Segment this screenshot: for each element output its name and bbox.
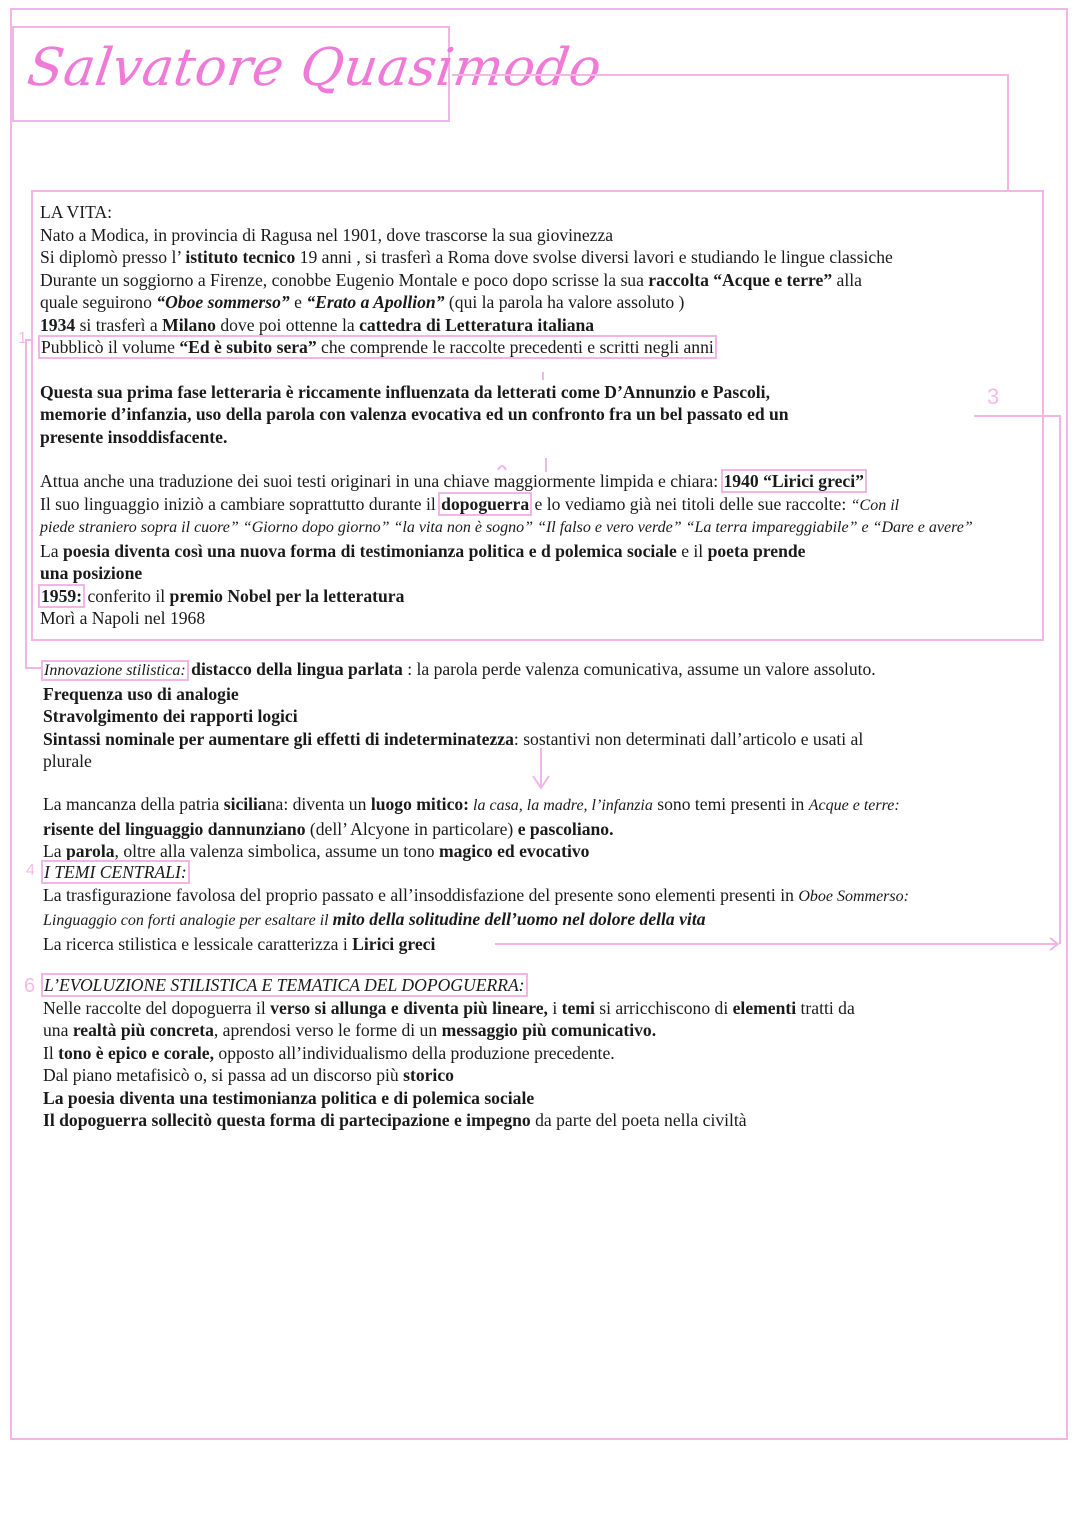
dopoguerra-highlight: dopoguerra [441,493,530,514]
innovazione-line: Stravolgimento dei rapporti logici [43,706,298,726]
vita-line: Si diplomò presso l’ istituto tecnico 19 anni , si trasferì a Roma dove svolse diversi lavori e studiando le lingue classiche [40,247,893,267]
evoluzione-section [43,974,1043,1132]
patria-line: risente del linguaggio dannunziano (dell’ Alcyone in particolare) e pascoliano. [43,818,614,839]
fase-line: Questa sua prima fase letteraria è riccamente influenzata da letterati come D’Annunzio e Pascoli, [40,381,770,402]
vita-section [40,201,1040,630]
mark-6: 6 [24,975,36,997]
title-connector [452,75,1008,190]
nobel-year-highlight: 1959: [41,585,83,606]
vita-line: una posizione [40,563,143,583]
innovazione-line: Frequenza uso di analogie [43,683,239,704]
evoluzione-line: Il dopoguerra sollecitò questa forma di partecipazione e impegno da parte del poeta nella civiltà [43,1110,747,1130]
temi-heading: I TEMI CENTRALI: [44,862,187,882]
fase-line: presente insoddisfacente. [40,426,228,447]
patria-section [43,793,1043,863]
evoluzione-line: una realtà più concreta, aprendosi verso le forme di un messaggio più comunicativo. [43,1020,657,1040]
temi-line: La trasfigurazione favolosa del proprio passato e all’insoddisfazione del presente sono elementi presenti in Oboe Sommerso: [43,884,909,905]
page-title: Salvatore Quasimodo [23,38,606,98]
mark-1: 1 [18,330,27,347]
evoluzione-line: La poesia diventa una testimonianza politica e di polemica sociale [43,1087,535,1108]
fase-line: memorie d’infanzia, uso della parola con valenza evocativa ed un confronto fra un bel passato ed un [40,404,789,424]
vita-line: quale seguirono “Oboe sommerso” e “Erato a Apollion” (qui la parola ha valore assoluto ) [40,292,685,312]
evoluzione-line: Nelle raccolte del dopoguerra il verso si allunga e diventa più lineare, i temi si arricchiscono di elementi tratti da [43,997,855,1018]
vita-line: Attua anche una traduzione dei suoi testi originari in una chiave maggiormente limpida e chiara: 1940 “Lirici greci” [40,471,864,491]
vita-line [40,336,1040,359]
temi-line: Linguaggio con forti analogie per esaltare il mito della solitudine dell’uomo nel dolore della vita [43,909,706,929]
innovazione-section [43,658,1043,773]
innovazione-line: Innovazione stilistica: distacco della lingua parlata : la parola perde valenza comunicativa, assume un valore assoluto. [44,659,876,679]
mark-3: 3 [987,384,1000,409]
vita-heading: LA VITA: [40,202,113,222]
patria-line: La mancanza della patria siciliana: diventa un luogo mitico: la casa, la madre, l’infanzia sono temi presenti in Acque e terre: [43,794,900,814]
innovazione-line: Sintassi nominale per aumentare gli effetti di indeterminatezza: sostantivi non determinati dall’articolo e usati al [43,728,864,749]
temi-section [43,861,1043,955]
mark-4: 4 [26,862,35,879]
vita-line: Nato a Modica, in provincia di Ragusa nel 1901, dove trascorse la sua giovinezza [40,224,614,245]
temi-line: La ricerca stilistica e lessicale caratterizza i Lirici greci [43,933,436,954]
patria-line: La parola, oltre alla valenza simbolica, assume un tono magico ed evocativo [43,841,590,861]
evoluzione-heading: L’EVOLUZIONE STILISTICA E TEMATICA DEL DOPOGUERRA: [44,975,525,995]
vita-line: 1934 si trasferì a Milano dove poi ottenne la cattedra di Letteratura italiana [40,314,595,335]
innovazione-line: plurale [43,751,92,771]
evoluzione-line: Dal piano metafisicò o, si passa ad un discorso più storico [43,1065,454,1085]
vita-line: Durante un soggiorno a Firenze, conobbe Eugenio Montale e poco dopo scrisse la sua raccolta “Acque e terre” alla [40,269,862,290]
vita-line: Morì a Napoli nel 1968 [40,608,206,628]
vita-line: 1959: conferito il premio Nobel per la letteratura [41,585,405,606]
evoluzione-line: Il tono è epico e corale, opposto all’individualismo della produzione precedente. [43,1042,615,1063]
lirici-greci-highlight: 1940 “Lirici greci” [723,471,864,491]
volume-highlight: Pubblicò il volume “Ed è subito sera” che comprende le raccolte precedenti e scritti negli anni [41,337,714,357]
titles-line: piede straniero sopra il cuore” “Giorno dopo giorno” “la vita non è sogno” “Il falso e vero verde” “La terra impareggiabile” e “Dare e avere” [40,519,973,536]
innovazione-label: Innovazione stilistica: [44,662,186,679]
vita-line: La poesia diventa così una nuova forma di testimonianza politica e d polemica sociale e il poeta prende [40,540,806,561]
vita-line: Il suo linguaggio iniziò a cambiare soprattutto durante il dopoguerra e lo vediamo già nei titoli delle sue raccolte: “Con il [40,493,900,514]
